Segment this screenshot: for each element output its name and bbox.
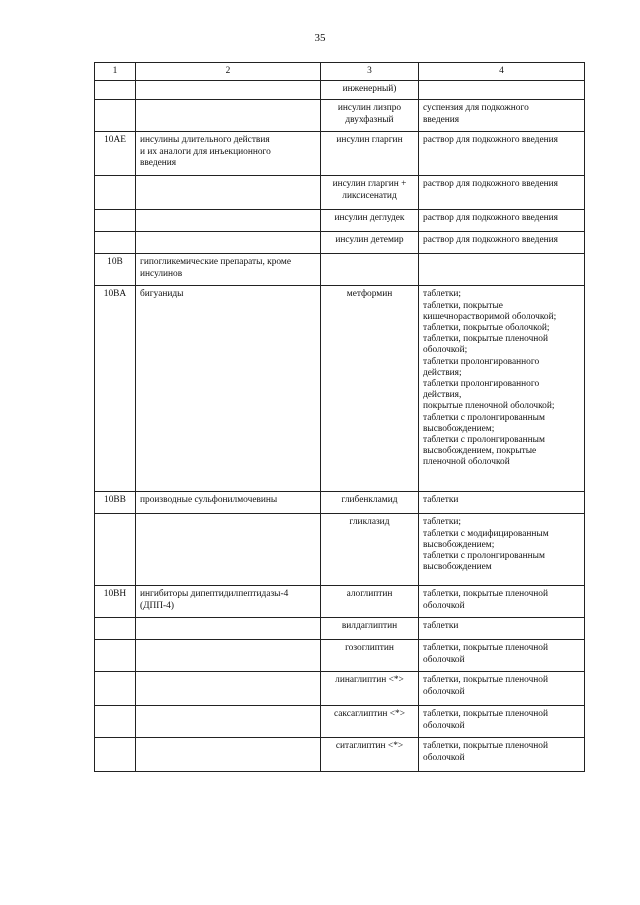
anatomical-group-cell-line: гипогликемические препараты, кроме xyxy=(140,257,291,268)
anatomical-group-cell xyxy=(136,672,321,706)
dosage-form-cell xyxy=(419,492,585,514)
dosage-form-cell xyxy=(419,618,585,640)
drug-name-cell xyxy=(321,640,419,672)
dosage-form-cell xyxy=(419,640,585,672)
table-row xyxy=(95,586,585,618)
drug-name-cell-line: инсулин лизпро xyxy=(337,103,402,114)
atc-code-cell: 10AE xyxy=(95,132,136,176)
table-row xyxy=(95,492,585,514)
dosage-form-cell-line: таблетки, покрытые xyxy=(423,300,503,311)
table-row xyxy=(95,640,585,672)
drug-name-cell-line: вилдаглиптин xyxy=(341,621,398,632)
anatomical-group-cell xyxy=(136,492,321,514)
atc-code-cell xyxy=(95,232,136,254)
atc-code-cell xyxy=(95,514,136,586)
anatomical-group-cell xyxy=(136,640,321,672)
anatomical-group-cell-line: бигуаниды xyxy=(140,289,184,300)
anatomical-group-cell xyxy=(136,738,321,772)
anatomical-group-cell xyxy=(136,210,321,232)
dosage-form-cell-line: суспензия для подкожного xyxy=(423,103,529,114)
dosage-form-cell-line: пленочной оболочкой xyxy=(423,457,510,468)
table-header-row xyxy=(95,63,585,81)
drug-name-cell-line: саксаглиптин <*> xyxy=(333,709,405,720)
anatomical-group-cell xyxy=(136,81,321,100)
table-row xyxy=(95,286,585,492)
atc-code-cell: 10BB xyxy=(95,492,136,514)
anatomical-group-cell xyxy=(136,176,321,210)
drug-name-cell xyxy=(321,618,419,640)
dosage-form-cell xyxy=(419,176,585,210)
dosage-form-cell xyxy=(419,286,585,492)
anatomical-group-cell xyxy=(136,586,321,618)
table-row xyxy=(95,132,585,176)
atc-code-cell xyxy=(95,176,136,210)
dosage-form-cell-line: высвобождением; xyxy=(423,539,495,550)
drug-name-cell-line: инсулин детемир xyxy=(335,235,404,246)
anatomical-group-cell xyxy=(136,254,321,286)
dosage-form-cell-line: таблетки, покрытые пленочной xyxy=(423,741,549,752)
dosage-form-cell-line: таблетки с пролонгированным xyxy=(423,412,545,423)
drug-name-cell xyxy=(321,738,419,772)
page-number: 35 xyxy=(314,32,326,44)
header-cell-form: 4 xyxy=(419,63,585,81)
dosage-form-cell xyxy=(419,672,585,706)
dosage-form-cell xyxy=(419,514,585,586)
anatomical-group-cell xyxy=(136,232,321,254)
dosage-form-cell-line: таблетки, покрытые пленочной xyxy=(423,709,549,720)
drug-name-cell-line: глибенкламид xyxy=(341,495,398,506)
dosage-form-cell-line: таблетки, покрытые пленочной xyxy=(423,334,549,345)
drug-name-cell-line: инсулин гларгин + xyxy=(332,179,407,190)
dosage-form-cell-line: таблетки с модифицированным xyxy=(423,528,549,539)
dosage-form-cell-line: таблетки, покрытые пленочной xyxy=(423,643,549,654)
atc-code-cell xyxy=(95,100,136,132)
atc-code-cell xyxy=(95,81,136,100)
table-row xyxy=(95,100,585,132)
anatomical-group-cell xyxy=(136,618,321,640)
header-cell-code: 1 xyxy=(95,63,136,81)
atc-code-cell xyxy=(95,672,136,706)
atc-code-cell xyxy=(95,210,136,232)
dosage-form-cell xyxy=(419,586,585,618)
drug-name-cell-line: двухфазный xyxy=(345,114,394,125)
drug-name-cell-line: ситаглиптин <*> xyxy=(335,741,404,752)
drug-name-cell-line: гликлазид xyxy=(349,517,390,528)
anatomical-group-cell-line: (ДПП-4) xyxy=(140,600,174,611)
dosage-form-cell xyxy=(419,100,585,132)
drug-name-cell xyxy=(321,706,419,738)
dosage-form-cell-line: оболочкой xyxy=(423,752,465,763)
dosage-form-cell-line: таблетки, покрытые пленочной xyxy=(423,675,549,686)
dosage-form-cell-line: оболочкой xyxy=(423,600,465,611)
dosage-form-cell xyxy=(419,132,585,176)
anatomical-group-cell-line: инсулинов xyxy=(140,268,183,279)
dosage-form-cell xyxy=(419,254,585,286)
dosage-form-cell-line: кишечнорастворимой оболочкой; xyxy=(423,311,557,322)
dosage-form-cell xyxy=(419,706,585,738)
dosage-form-cell-line: раствор для подкожного введения xyxy=(423,179,558,190)
dosage-form-cell-line: оболочкой xyxy=(423,720,465,731)
drug-name-cell-line: инсулин деглудек xyxy=(334,213,405,224)
dosage-form-cell-line: таблетки, покрытые пленочной xyxy=(423,589,549,600)
drug-name-cell xyxy=(321,514,419,586)
drug-name-cell-line: ликсисенатид xyxy=(342,190,397,201)
anatomical-group-cell-line: инсулины длительного действия xyxy=(140,135,270,146)
drug-table xyxy=(94,62,585,772)
dosage-form-cell-line: действия, xyxy=(423,390,462,401)
dosage-form-cell xyxy=(419,738,585,772)
table-row xyxy=(95,254,585,286)
table-row xyxy=(95,738,585,772)
drug-name-cell xyxy=(321,81,419,100)
dosage-form-cell-line: таблетки с пролонгированным xyxy=(423,551,545,562)
atc-code-cell: 10BH xyxy=(95,586,136,618)
dosage-form-cell-line: оболочкой xyxy=(423,654,465,665)
anatomical-group-cell-line: и их аналоги для инъекционного xyxy=(140,146,271,157)
dosage-form-cell xyxy=(419,81,585,100)
dosage-form-cell-line: раствор для подкожного введения xyxy=(423,213,558,224)
anatomical-group-cell xyxy=(136,132,321,176)
anatomical-group-cell xyxy=(136,706,321,738)
table-row xyxy=(95,232,585,254)
table-row xyxy=(95,706,585,738)
dosage-form-cell-line: оболочкой; xyxy=(423,345,468,356)
dosage-form-cell-line: высвобождением; xyxy=(423,423,495,434)
drug-name-cell xyxy=(321,132,419,176)
anatomical-group-cell-line: введения xyxy=(140,157,177,168)
anatomical-group-cell-line: производные сульфонилмочевины xyxy=(140,495,278,506)
drug-name-cell-line: алоглиптин xyxy=(346,589,393,600)
anatomical-group-cell xyxy=(136,100,321,132)
drug-name-cell xyxy=(321,586,419,618)
dosage-form-cell-line: действия; xyxy=(423,367,462,378)
drug-name-cell-line: линаглиптин <*> xyxy=(335,675,404,686)
drug-name-cell xyxy=(321,254,419,286)
dosage-form-cell-line: раствор для подкожного введения xyxy=(423,235,558,246)
dosage-form-cell-line: высвобождением xyxy=(423,562,492,573)
dosage-form-cell-line: оболочкой xyxy=(423,686,465,697)
drug-name-cell xyxy=(321,286,419,492)
drug-name-cell xyxy=(321,232,419,254)
dosage-form-cell xyxy=(419,232,585,254)
dosage-form-cell-line: таблетки xyxy=(423,621,459,632)
dosage-form-cell-line: таблетки; xyxy=(423,517,462,528)
dosage-form-cell-line: таблетки пролонгированного xyxy=(423,356,540,367)
table-body xyxy=(95,81,585,772)
table-row xyxy=(95,514,585,586)
dosage-form-cell-line: таблетки; xyxy=(423,289,462,300)
anatomical-group-cell xyxy=(136,286,321,492)
atc-code-cell xyxy=(95,618,136,640)
header-cell-inn: 3 xyxy=(321,63,419,81)
dosage-form-cell-line: раствор для подкожного введения xyxy=(423,135,558,146)
dosage-form-cell-line: таблетки с пролонгированным xyxy=(423,435,545,446)
atc-code-cell: 10B xyxy=(95,254,136,286)
drug-name-cell xyxy=(321,100,419,132)
dosage-form-cell-line: высвобождением, покрытые xyxy=(423,446,537,457)
dosage-form-cell-line: таблетки пролонгированного xyxy=(423,379,540,390)
dosage-form-cell xyxy=(419,210,585,232)
table-row xyxy=(95,672,585,706)
atc-code-cell xyxy=(95,640,136,672)
drug-name-cell xyxy=(321,176,419,210)
dosage-form-cell-line: покрытые пленочной оболочкой; xyxy=(423,401,555,412)
drug-name-cell xyxy=(321,210,419,232)
drug-name-cell-line: гозоглиптин xyxy=(345,643,394,654)
atc-code-cell xyxy=(95,738,136,772)
table-row xyxy=(95,618,585,640)
table-row xyxy=(95,176,585,210)
drug-name-cell-line: инженерный) xyxy=(342,84,397,95)
drug-name-cell-line: инсулин гларгин xyxy=(336,135,403,146)
dosage-form-cell-line: таблетки, покрытые оболочкой; xyxy=(423,323,550,334)
table-row xyxy=(95,81,585,100)
table-row xyxy=(95,210,585,232)
drug-name-cell xyxy=(321,492,419,514)
atc-code-cell: 10BA xyxy=(95,286,136,492)
dosage-form-cell-line: введения xyxy=(423,114,460,125)
drug-name-cell xyxy=(321,672,419,706)
anatomical-group-cell-line: ингибиторы дипептидилпептидазы-4 xyxy=(140,589,289,600)
drug-name-cell-line: метформин xyxy=(346,289,393,300)
header-cell-group: 2 xyxy=(136,63,321,81)
atc-code-cell xyxy=(95,706,136,738)
anatomical-group-cell xyxy=(136,514,321,586)
dosage-form-cell-line: таблетки xyxy=(423,495,459,506)
